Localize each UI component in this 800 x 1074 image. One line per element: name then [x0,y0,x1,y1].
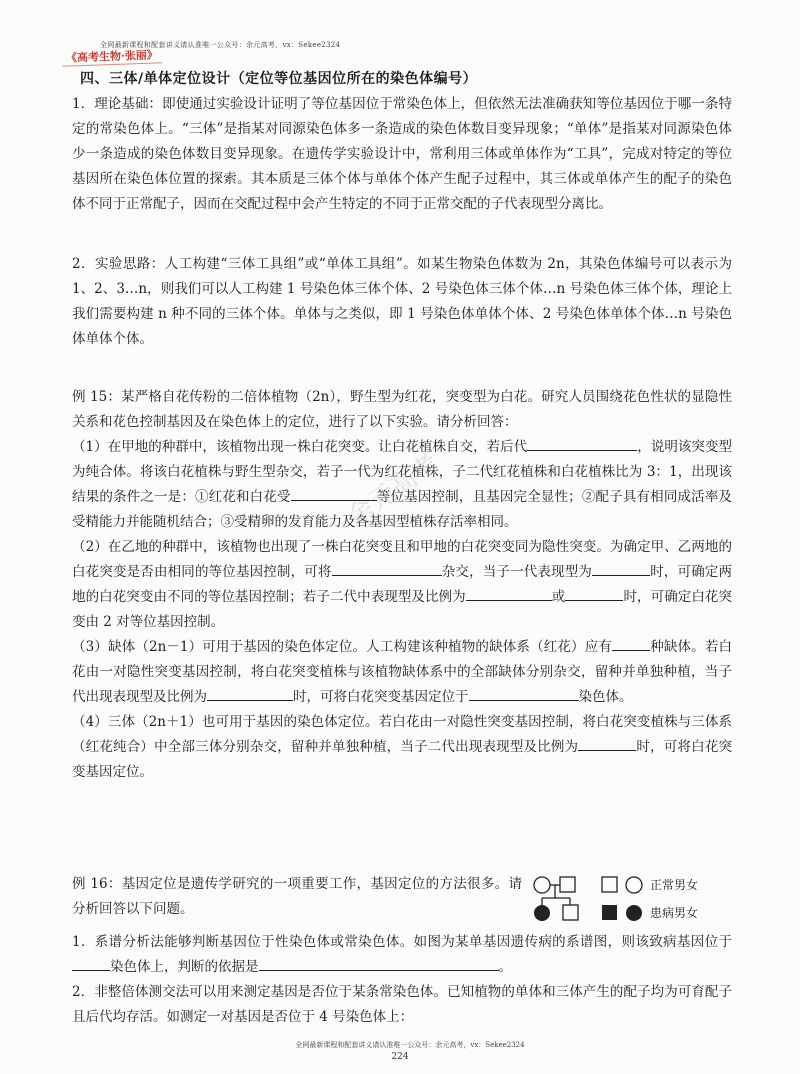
answer-blank[interactable] [612,636,650,651]
answer-blank[interactable] [578,736,636,751]
answer-blank[interactable] [259,956,499,971]
legend-affected-female-icon [626,905,642,921]
ex16-q1-text-a: 1．系谱分析法能够判断基因位于性染色体或常染色体。如图为某单基因遗传病的系谱图，则该致病基因位于 [72,934,732,950]
ex15-q1-text-b: ，说明该突变型为纯合体。将该白花植株与野生型杂交，若子一代为红花植株，子二代红花植株和白花植株比为 3：1，出现该结果的条件之一是：①红花和白花受 [72,439,733,505]
example-15 [72,385,732,785]
example-16-intro [72,872,522,922]
faint-watermark: 余元高考 [342,448,445,533]
ex16-q1-text-c: 。 [498,959,512,975]
footer-watermark-note: 全网最新课程和配套讲义请认准唯一公众号：余元高考，vx：Sekee2324 [295,1041,525,1049]
ex15-q1-text-c: 等位基因控制，且基因完全显性；②配子具有相同成活率及受精能力并能随机结合；③受精卵的发育能力及各基因型植株存活率相同。 [72,489,733,530]
ex15-q4-text-b: 时，可将白花突变基因定位。 [72,739,733,780]
ex15-q2-text-e: 时，可确定白花突变由 2 对等位基因控制。 [72,589,733,630]
ex15-intro: 例 15：某严格自花传粉的二倍体植物（2n），野生型为红花，突变型为白花。研究人员围绕花色性状的显隐性关系和花色控制基因及在染色体上的定位，进行了以下实验。请分析回答： [72,389,732,430]
ex15-q3-text-c: 时，可将白花突变基因定位于 [293,689,469,705]
normal-male-symbol [563,905,578,920]
answer-blank[interactable] [527,436,637,451]
legend-normal-male-icon [602,877,617,892]
legend-affected-label: 患病男女 [650,906,699,920]
answer-blank[interactable] [469,686,579,701]
answer-blank[interactable] [207,686,293,701]
legend-normal-female-icon [626,877,642,893]
theory-paragraph [72,92,732,217]
page-number: 224 [391,1052,409,1062]
answer-blank[interactable] [72,956,110,971]
ex16-question-2: 2．非整倍体测交法可以用来测定基因是否位于某条常染色体。已知植物的单体和三体产生的配子均为可育配子且后代均存活。如测定一对基因是否位于 4 号染色体上： [72,984,732,1025]
answer-blank[interactable] [466,586,552,601]
ex15-question-2 [72,535,732,635]
ex15-q2-text-d: 或 [551,589,566,605]
answer-blank[interactable] [592,561,650,576]
ex15-q3-text-b: 种缺体。若白花由一对隐性突变基因控制，将白花突变植株与该植物缺体系中的全部缺体分别杂交，留种并单独种植，当子代出现表现型及比例为 [72,639,733,705]
header-watermark-note: 全网最新课程和配套讲义请认准唯一公众号：余元高考，vx：Sekee2324 [100,41,341,49]
answer-blank[interactable] [332,561,442,576]
method-paragraph [72,252,732,352]
ex16-question-1 [72,930,732,980]
normal-female-symbol [534,877,550,893]
ex15-q3-text-d: 染色体。 [578,689,633,705]
section-title: 四、三体/单体定位设计（定位等位基因位所在的染色体编号） [80,71,478,87]
ex16-q1-text-b: 染色体上，判断的依据是 [110,959,259,975]
ex15-question-3 [72,635,732,710]
ex15-q2-text-c: 时，可确定两地的白花突变由不同的等位基因控制；若子二代中表现型及比例为 [72,564,733,605]
legend-normal-label: 正常男女 [650,878,699,892]
paragraph-1: 1．理论基础：即使通过实验设计证明了等位基因位于常染色体上，但依然无法准确获知等位基因位于哪一条特定的常染色体上。“三体”是指某对同源染色体多一条造成的染色体数目变异现象；“单体”是指某对同源染色体少一条造成的染色体数目变异现象。在遗传学实验设计中，常利用三体或单体作为“工具”，完成对特定的等位基因所在染色体位置的探索。其本质是三体个体与单体个体产生配子过程中，其三体或单体产生的配子的染色体不同于正常配子，因而在交配过程中会产生特定的不同于正常交配的子代表现型分离比。 [72,96,732,212]
pedigree-legend [532,874,732,924]
ex16-intro: 例 16：基因定位是遗传学研究的一项重要工作，基因定位的方法很多。请分析回答以下问题。 [72,876,522,917]
pedigree-chart [532,874,732,924]
paragraph-2: 2．实验思路：人工构建“三体工具组”或“单体工具组”。如某生物染色体数为 2n，其染色体编号可以表示为 1、2、3…n，则我们可以人工构建 1 号染色体三体个体、2 号染色体三体个体…n 号染色体三体个体，理论上我们需要构建 n 种不同的三体个体。单体与之类似，即 1 号染色体单体个体、2 号染色体单体个体…n 号染色体单体个体。 [72,256,732,347]
affected-female-symbol [534,905,550,921]
ex15-q2-text-b: 杂交，当子一代表现型为 [441,564,593,580]
ex15-q3-text-a: （3）缺体（2n－1）可用于基因的染色体定位。人工构建该种植物的缺体系（红花）应有 [72,639,613,655]
ex15-q2-text-a: （2）在乙地的种群中，该植物也出现了一株白花突变且和甲地的白花突变同为隐性突变。为确定甲、乙两地的白花突变是否由相同的等位基因控制，可将 [72,539,732,580]
example-16-questions [72,930,732,1030]
answer-blank[interactable] [565,586,623,601]
author-stamp: 《高考生物·张丽》 [62,46,162,66]
ex15-q4-text-a: （4）三体（2n＋1）也可用于基因的染色体定位。若白花由一对隐性突变基因控制，将白花突变植株与三体系（红花纯合）中全部三体分别杂交，留种并单独种植，当子二代出现表现型及比例为 [72,714,732,755]
ex15-q1-text-a: （1）在甲地的种群中，该植物出现一株白花突变。让白花植株自交，若后代 [72,439,528,455]
ex15-question-4 [72,710,732,785]
normal-male-symbol [560,877,575,892]
legend-affected-male-icon [602,905,617,920]
